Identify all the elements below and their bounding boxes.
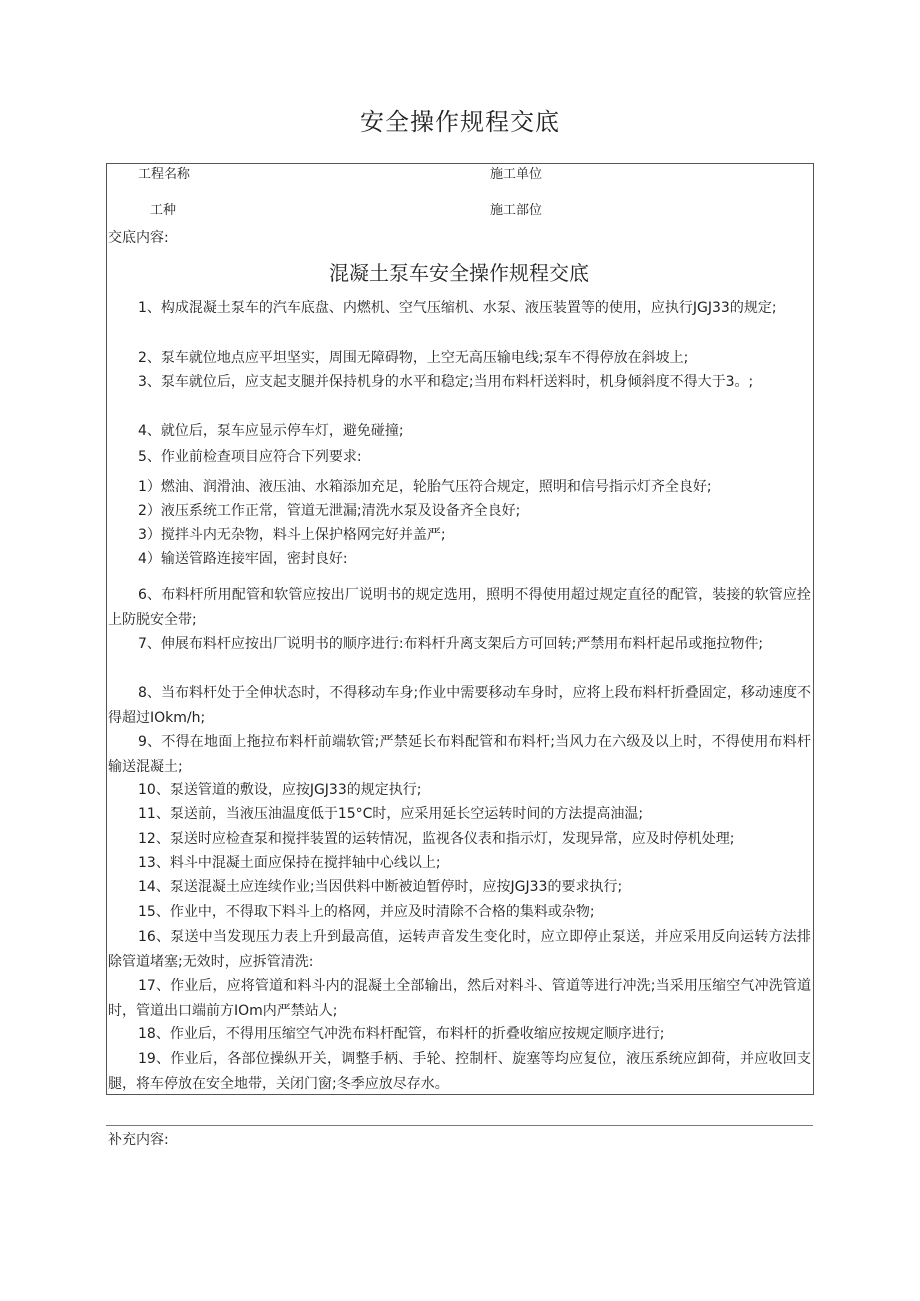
divider [106,1125,813,1126]
document-subtitle: 混凝土泵车安全操作规程交底 [329,261,589,285]
paragraph: 16、泵送中当发现压力表上升到最高值，运转声音发生变化时，应立即停止泵送，并应采用反向运转方法排除管道堵塞;无效时，应拆管清洗: [108,929,811,970]
paragraph: 18、作业后，不得用压缩空气冲洗布料杆配管，布料杆的折叠收缩应按规定顺序进行; [138,1026,665,1042]
paragraph: 9、不得在地面上拖拉布料杆前端软管;严禁延长布料配管和布料杆;当风力在六级及以上时，不得使用布料杆输送混凝土; [108,734,811,775]
paragraph: 8、当布料杆处于全伸状态时，不得移动车身;作业中需要移动车身时，应将上段布料杆折叠固定，移动速度不得超过IOkm/h; [108,685,811,726]
paragraph: 1）燃油、润滑油、液压油、水箱添加充足，轮胎气压符合规定，照明和信号指示灯齐全良好; [138,479,712,495]
paragraph: 12、泵送时应检查泵和搅拌装置的运转情况，监视各仪表和指示灯，发现异常，应及时停机处理; [138,831,735,847]
paragraph: 17、作业后，应将管道和料斗内的混凝土全部输出，然后对料斗、管道等进行冲洗;当采用压缩空气冲洗管道时，管道出口端前方IOm内严禁站人; [108,978,811,1019]
paragraph: 6、布料杆所用配管和软管应按出厂说明书的规定选用，照明不得使用超过规定直径的配管，装接的软管应拴上防脱安全带; [108,587,811,628]
construction-unit-label: 施工单位 [490,167,543,182]
work-type-label: 工种 [150,203,177,218]
paragraph: 2）液压系统工作正常，管道无泄漏;清洗水泵及设备齐全良好; [138,503,521,519]
paragraph: 13、料斗中混凝土面应保持在搅拌轴中心线以上; [138,855,441,871]
paragraph: 10、泵送管道的敷设，应按JGJ33的规定执行; [138,782,422,798]
paragraph: 7、伸展布料杆应按出厂说明书的顺序进行:布料杆升离支架后方可回转;严禁用布料杆起吊或拖拉物件; [138,636,764,652]
document-title: 安全操作规程交底 [360,108,560,136]
content-label: 交底内容: [108,230,169,246]
paragraph: 5、作业前检查项目应符合下列要求: [138,449,362,465]
paragraph: 4）输送管路连接牢固，密封良好: [138,551,348,567]
paragraph: 11、泵送前，当液压油温度低于15°C时，应采用延长空运转时间的方法提高油温; [138,806,644,822]
paragraph: 1、构成混凝土泵车的汽车底盘、内燃机、空气压缩机、水泵、液压装置等的使用，应执行JGJ33的规定; [138,300,777,316]
paragraph: 2、泵车就位地点应平坦坚实，周围无障碍物，上空无高压输电线;泵车不得停放在斜坡上; [138,350,689,366]
paragraph: 3、泵车就位后，应支起支腿并保持机身的水平和稳定;当用布料杆送料时，机身倾斜度不得大于3。; [138,374,754,390]
supplement-label: 补充内容: [108,1132,169,1148]
paragraph: 19、作业后，各部位操纵开关，调整手柄、手轮、控制杆、旋塞等均应复位，液压系统应卸荷，并应收回支腿，将车停放在安全地带，关闭门窗;冬季应放尽存水。 [108,1051,811,1092]
project-name-label: 工程名称 [138,167,191,182]
paragraph: 14、泵送混凝土应连续作业;当因供料中断被迫暂停时，应按JGJ33的要求执行; [138,879,623,895]
paragraph: 3）搅拌斗内无杂物，料斗上保护格网完好并盖严; [138,527,446,543]
paragraph: 4、就位后，泵车应显示停车灯，避免碰撞; [138,423,404,439]
construction-part-label: 施工部位 [490,203,543,218]
paragraph: 15、作业中，不得取下料斗上的格网，并应及时清除不合格的集料或杂物; [138,904,595,920]
